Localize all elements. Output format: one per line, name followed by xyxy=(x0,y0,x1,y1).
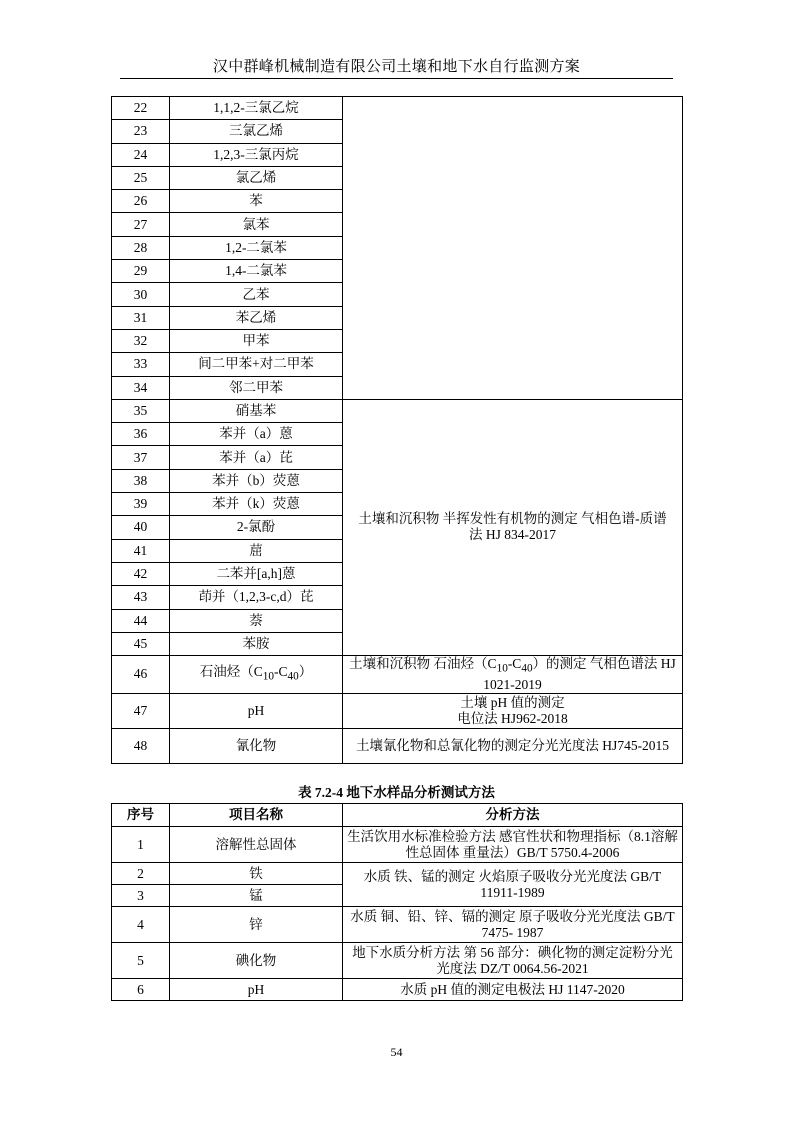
row-serial-no: 30 xyxy=(112,283,170,306)
row-item-name: 1,2,3-三氯丙烷 xyxy=(170,143,343,166)
row-analysis-method: 水质 pH 值的测定电极法 HJ 1147-2020 xyxy=(343,979,683,1001)
row-serial-no: 23 xyxy=(112,120,170,143)
row-analysis-method: 生活饮用水标准检验方法 感官性状和物理指标（8.1溶解性总固体 重量法）GB/T 5750.4-2006 xyxy=(343,827,683,863)
item-name-part: 10 xyxy=(262,670,274,683)
table-row xyxy=(112,728,683,763)
header-serial-no: 序号 xyxy=(112,804,170,827)
item-name-part: ） xyxy=(298,664,313,680)
row-serial-no: 25 xyxy=(112,166,170,189)
method-cell-empty xyxy=(343,97,683,400)
item-name-part: 石油烃（C xyxy=(199,664,263,680)
method-line: 电位法 HJ962-2018 xyxy=(457,710,568,726)
row-serial-no: 42 xyxy=(112,562,170,585)
row-serial-no: 3 xyxy=(112,885,170,907)
row-item-name: 碘化物 xyxy=(170,943,343,979)
row-serial-no: 5 xyxy=(112,943,170,979)
row-serial-no: 44 xyxy=(112,609,170,632)
table-row xyxy=(112,693,683,728)
row-serial-no: 34 xyxy=(112,376,170,399)
row-analysis-method: 水质 铜、铅、锌、镉的测定 原子吸收分光光度法 GB/T 7475- 1987 xyxy=(343,907,683,943)
row-item-name: 铁 xyxy=(170,863,343,885)
row-serial-no: 32 xyxy=(112,329,170,352)
row-serial-no: 26 xyxy=(112,190,170,213)
method-text-part: 土壤和沉积物 石油烃（C xyxy=(349,656,497,672)
row-item-name: 硝基苯 xyxy=(170,399,343,422)
row-serial-no: 48 xyxy=(112,728,170,763)
table-row xyxy=(112,979,683,1001)
row-serial-no: 24 xyxy=(112,143,170,166)
row-serial-no: 35 xyxy=(112,399,170,422)
row-item-name: 苯并（a）芘 xyxy=(170,446,343,469)
method-text-part: 40 xyxy=(521,662,533,675)
row-serial-no: 36 xyxy=(112,423,170,446)
row-item-name: 1,1,2-三氯乙烷 xyxy=(170,97,343,120)
row-item-name: 甲苯 xyxy=(170,329,343,352)
header-analysis-method: 分析方法 xyxy=(343,804,683,827)
row-serial-no: 31 xyxy=(112,306,170,329)
row-item-name: 苯并（k）荧蒽 xyxy=(170,493,343,516)
row-item-name: 苯并（a）蒽 xyxy=(170,423,343,446)
row-item-name: 䓛 xyxy=(170,539,343,562)
row-serial-no: 37 xyxy=(112,446,170,469)
groundwater-table-caption: 表 7.2-4 地下水样品分析测试方法 xyxy=(298,785,495,800)
row-serial-no: 29 xyxy=(112,260,170,283)
method-cell-ph xyxy=(343,693,683,728)
item-name-part: 40 xyxy=(287,670,299,683)
row-serial-no: 38 xyxy=(112,469,170,492)
row-serial-no: 4 xyxy=(112,907,170,943)
header-divider xyxy=(120,78,673,79)
row-analysis-method: 地下水质分析方法 第 56 部分：碘化物的测定淀粉分光光度法 DZ/T 0064.56-2021 xyxy=(343,943,683,979)
row-item-name: 二苯并[a,h]蒽 xyxy=(170,562,343,585)
header-item-name: 项目名称 xyxy=(170,804,343,827)
row-serial-no: 41 xyxy=(112,539,170,562)
row-item-name xyxy=(170,656,343,694)
method-cell-cyanide: 土壤氰化物和总氰化物的测定分光光度法 HJ745-2015 xyxy=(343,728,683,763)
row-item-name: 乙苯 xyxy=(170,283,343,306)
row-analysis-method: 水质 铁、锰的测定 火焰原子吸收分光光度法 GB/T 11911-1989 xyxy=(343,863,683,907)
row-serial-no: 45 xyxy=(112,632,170,655)
table-row xyxy=(112,863,683,885)
row-item-name: 间二甲苯+对二甲苯 xyxy=(170,353,343,376)
row-item-name: 1,4-二氯苯 xyxy=(170,260,343,283)
row-item-name: 氯苯 xyxy=(170,213,343,236)
table-row xyxy=(112,907,683,943)
table-row xyxy=(112,827,683,863)
row-item-name: 氯乙烯 xyxy=(170,166,343,189)
row-item-name: 苯 xyxy=(170,190,343,213)
row-item-name: 2-氯酚 xyxy=(170,516,343,539)
method-text-part: ）的测定 气相色谱法 HJ 1021-2019 xyxy=(483,656,676,692)
row-item-name: 茚并（1,2,3-c,d）芘 xyxy=(170,586,343,609)
method-cell-svoc: 土壤和沉积物 半挥发性有机物的测定 气相色谱-质谱法 HJ 834-2017 xyxy=(343,399,683,655)
table-row xyxy=(112,399,683,422)
row-item-name: 邻二甲苯 xyxy=(170,376,343,399)
row-serial-no: 2 xyxy=(112,863,170,885)
row-serial-no: 28 xyxy=(112,236,170,259)
page-header-title: 汉中群峰机械制造有限公司土壤和地下水自行监测方案 xyxy=(212,59,581,75)
row-serial-no: 22 xyxy=(112,97,170,120)
row-item-name: 锰 xyxy=(170,885,343,907)
row-serial-no: 1 xyxy=(112,827,170,863)
row-serial-no: 39 xyxy=(112,493,170,516)
row-item-name: 苯胺 xyxy=(170,632,343,655)
row-serial-no: 33 xyxy=(112,353,170,376)
method-text-part: 10 xyxy=(496,662,508,675)
row-item-name: pH xyxy=(170,979,343,1001)
table-row xyxy=(112,97,683,120)
method-cell-tph xyxy=(343,656,683,694)
row-item-name: 苯并（b）荧蒽 xyxy=(170,469,343,492)
table-row xyxy=(112,656,683,694)
row-serial-no: 40 xyxy=(112,516,170,539)
row-serial-no: 6 xyxy=(112,979,170,1001)
row-item-name: 萘 xyxy=(170,609,343,632)
row-serial-no: 46 xyxy=(112,656,170,694)
row-serial-no: 27 xyxy=(112,213,170,236)
row-item-name: pH xyxy=(170,693,343,728)
row-serial-no: 43 xyxy=(112,586,170,609)
soil-methods-table xyxy=(111,96,683,764)
row-serial-no: 47 xyxy=(112,693,170,728)
method-text-part: -C xyxy=(507,656,522,672)
table-row xyxy=(112,943,683,979)
method-line: 土壤 pH 值的测定 xyxy=(460,694,565,710)
item-name-part: -C xyxy=(274,664,288,680)
row-item-name: 三氯乙烯 xyxy=(170,120,343,143)
page-number: 54 xyxy=(390,1045,403,1059)
row-item-name: 锌 xyxy=(170,907,343,943)
row-item-name: 溶解性总固体 xyxy=(170,827,343,863)
row-item-name: 1,2-二氯苯 xyxy=(170,236,343,259)
row-item-name: 苯乙烯 xyxy=(170,306,343,329)
groundwater-methods-table xyxy=(111,803,683,1001)
row-item-name: 氰化物 xyxy=(170,728,343,763)
